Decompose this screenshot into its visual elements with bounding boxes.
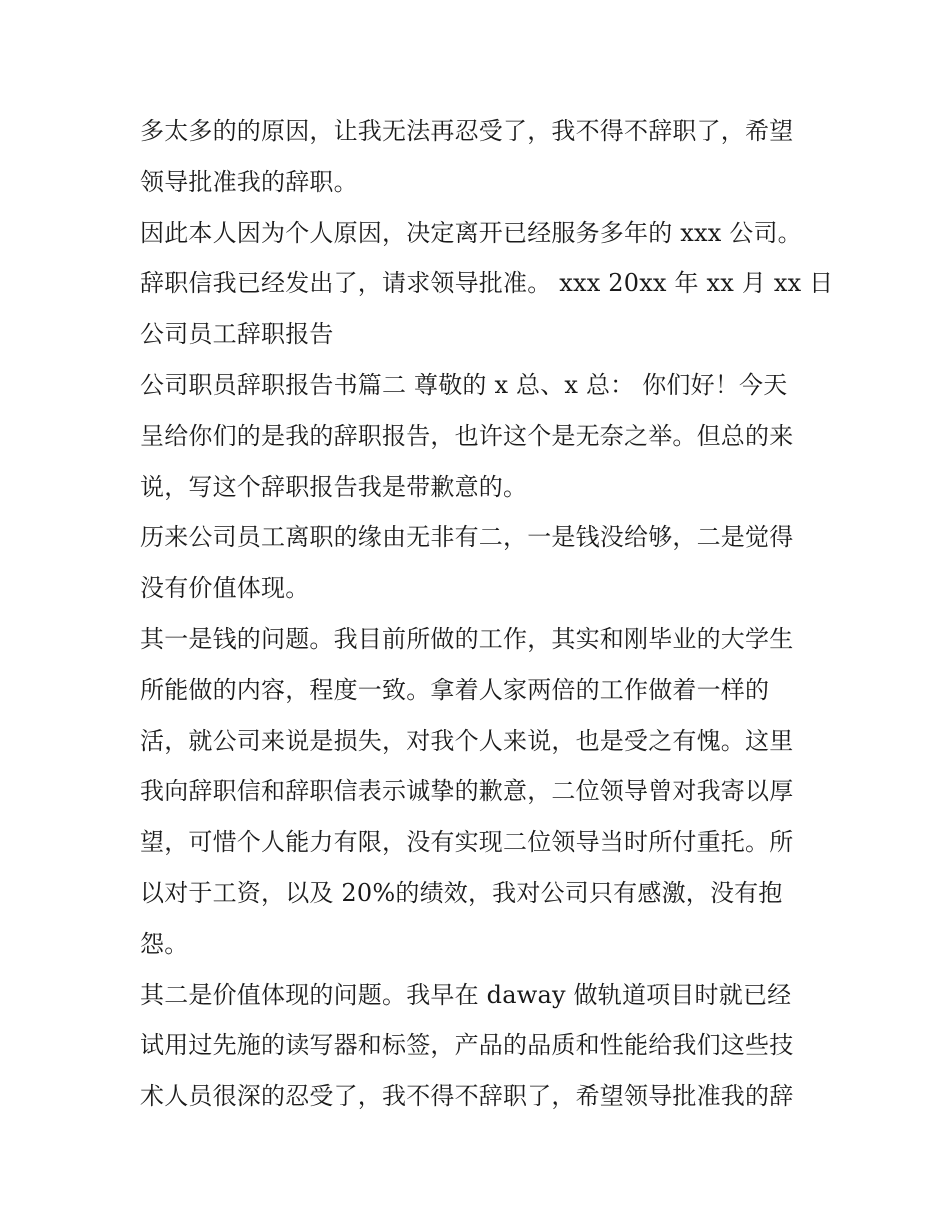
text-line: 术人员很深的忍受了，我不得不辞职了，希望领导批准我的辞 <box>140 1082 794 1111</box>
text-line: 我向辞职信和辞职信表示诚挚的歉意，二位领导曾对我寄以厚 <box>140 777 794 806</box>
text-line: 呈给你们的是我的辞职报告，也许这个是无奈之举。但总的来 <box>140 421 794 450</box>
text-line: 以对于工资，以及 20%的绩效，我对公司只有感激，没有抱 <box>140 878 783 907</box>
text-line: 望，可惜个人能力有限，没有实现二位领导当时所付重托。所 <box>140 828 794 857</box>
text-line: 说，写这个辞职报告我是带歉意的。 <box>140 472 528 501</box>
text-line: 所能做的内容，程度一致。拿着人家两倍的工作做着一样的 <box>140 675 770 704</box>
text-line: 公司职员辞职报告书篇二 尊敬的 x 总、x 总： 你们好！今天 <box>140 370 788 399</box>
text-line: 辞职信我已经发出了，请求领导批准。 xxx 20xx 年 xx 月 xx 日 <box>140 269 834 298</box>
text-line: 领导批准我的辞职。 <box>140 167 358 196</box>
text-line: 试用过先施的读写器和标签，产品的品质和性能给我们这些技 <box>140 1031 794 1060</box>
text-line: 其一是钱的问题。我目前所做的工作，其实和刚毕业的大学生 <box>140 624 794 653</box>
text-line: 活，就公司来说是损失，对我个人来说，也是受之有愧。这里 <box>140 726 794 755</box>
text-line: 因此本人因为个人原因，决定离开已经服务多年的 xxx 公司。 <box>140 218 802 247</box>
text-line: 怨。 <box>140 929 189 958</box>
section-title: 公司员工辞职报告 <box>140 320 334 349</box>
text-line: 没有价值体现。 <box>140 574 310 603</box>
document-body <box>140 106 834 1122</box>
text-line: 多太多的的原因，让我无法再忍受了，我不得不辞职了，希望 <box>140 117 794 145</box>
text-line: 其二是价值体现的问题。我早在 daway 做轨道项目时就已经 <box>140 980 792 1009</box>
text-line: 历来公司员工离职的缘由无非有二，一是钱没给够，二是觉得 <box>140 523 794 552</box>
